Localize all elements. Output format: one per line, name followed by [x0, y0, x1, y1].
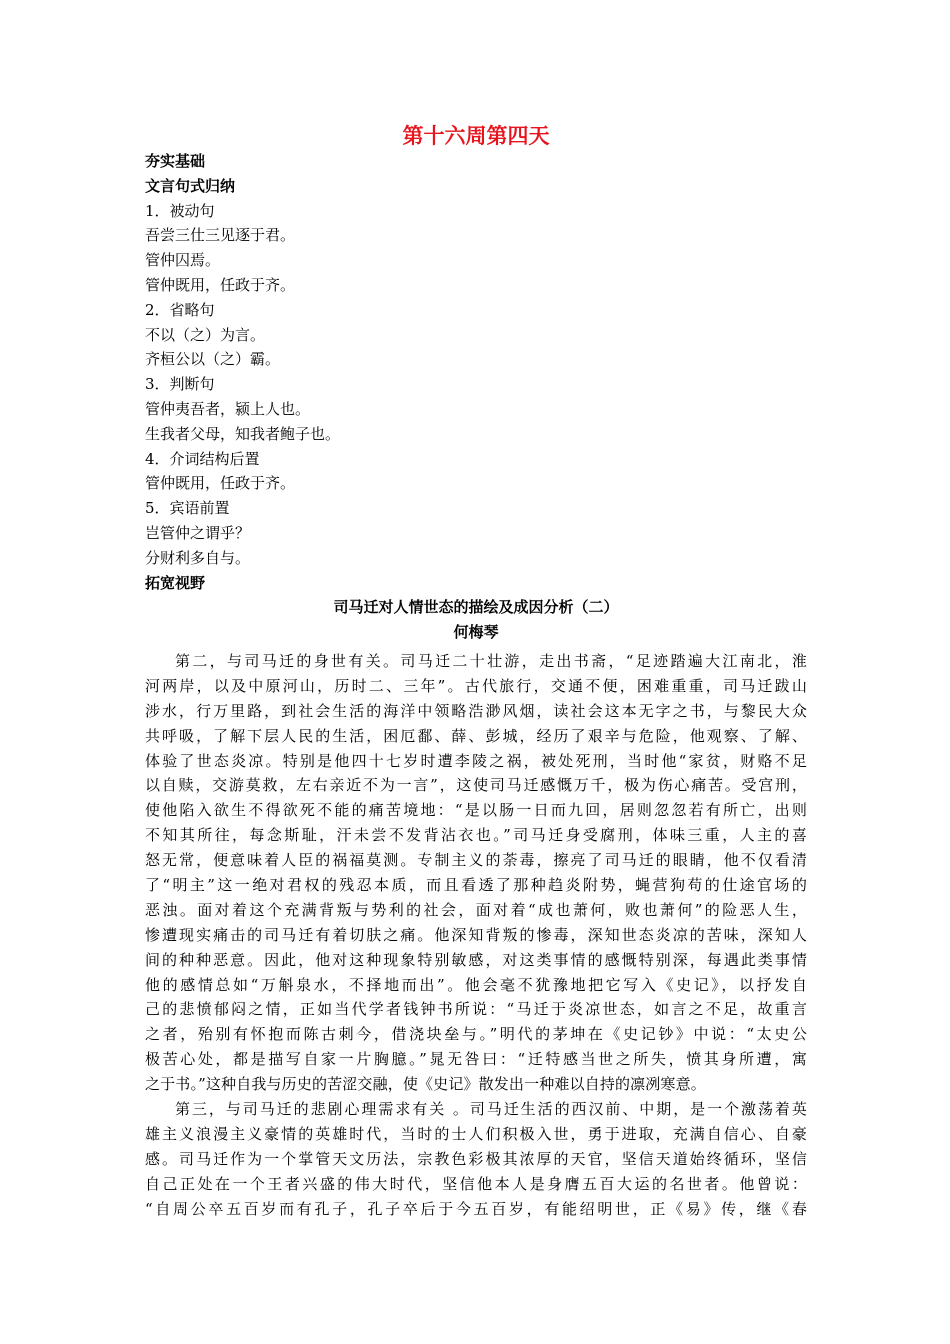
list-item: 齐桓公以（之）霸。: [145, 350, 281, 369]
paragraph-line: 恶浊。面对着这个充满背叛与势利的社会，面对着“成也萧何，败也萧何”的险恶人生，: [145, 900, 807, 919]
list-item: 岂管仲之谓乎？: [145, 523, 251, 542]
article-title: 司马迁对人情世态的描绘及成因分析（二）: [333, 598, 619, 617]
list-item: 1．被动句: [145, 201, 215, 220]
paragraph-line: 第三，与司马迁的悲剧心理需求有关 。司马迁生活的西汉前、中期，是一个激荡着英: [175, 1100, 807, 1118]
paragraph-line: 雄主义浪漫主义豪情的英雄时代，当时的士人们积极入世，勇于进取，充满自信心、自豪: [145, 1124, 807, 1143]
subsection-heading-sentence-patterns: 文言句式归纳: [145, 176, 236, 195]
paragraph-line: 之者，殆别有怀抱而陈古刺今，借浇块垒与。”明代的茅坤在《史记钞》中说：“太史公: [145, 1025, 807, 1044]
paragraph-line: 自己正处在一个王者兴盛的伟大时代，坚信他本人是身膺五百大运的名世者。他曾说：: [145, 1174, 807, 1193]
list-item: 管仲夷吾者，颍上人也。: [145, 399, 311, 418]
content-block: [145, 149, 807, 645]
paragraph-line: “自周公卒五百岁而有孔子，孔子卒后于今五百岁，有能绍明世，正《易》传，继《春: [145, 1199, 807, 1218]
paragraph-line: 间的种种恶意。因此，他对这种现象特别敏感，对这类事情的感慨特别深，每遇此类事情: [145, 950, 807, 969]
list-item: 4．介词结构后置: [145, 449, 260, 468]
paragraph-line: 以自赎，交游莫救，左右亲近不为一言”，这使司马迁感慨万千，极为伤心痛苦。受宫刑，: [145, 776, 807, 795]
list-item: 生我者父母，知我者鲍子也。: [145, 424, 341, 443]
list-item: 管仲既用，任政于齐。: [145, 275, 296, 294]
list-item: 管仲既用，任政于齐。: [145, 474, 296, 493]
paragraph-line: 第二，与司马迁的身世有关。司马迁二十壮游，走出书斋，“足迹踏遍大江南北，淮: [175, 652, 807, 670]
paragraph-line: 使他陷入欲生不得欲死不能的痛苦境地：“是以肠一日而九回，居则忽忽若有所亡，出则: [145, 801, 807, 820]
paragraph-line: 他的感情总如“万斛泉水，不择地而出”。他会毫不犹豫地把它写入《史记》，以抒发自: [145, 975, 807, 994]
paragraph-line: 己的悲愤郁闷之情，正如当代学者钱钟书所说：“马迁于炎凉世态，如言之不足，故重言: [145, 1000, 807, 1019]
paragraph-line: 怒无常，便意味着人臣的祸福莫测。专制主义的荼毒，擦亮了司马迁的眼睛，他不仅看清: [145, 851, 807, 870]
paragraph-line: 了“明主”这一绝对君权的残忍本质，而且看透了那种趋炎附势，蝇营狗苟的仕途官场的: [145, 876, 807, 895]
section-heading-broaden-horizons: 拓宽视野: [145, 573, 206, 592]
paragraph-line: 涉水，行万里路，到社会生活的海洋中领略浩渺风烟，读社会这本无字之书，与黎民大众: [145, 701, 807, 720]
article-paragraph-1: [145, 649, 807, 1097]
list-item: 5．宾语前置: [145, 499, 230, 518]
list-item: 吾尝三仕三见逐于君。: [145, 226, 296, 245]
list-item: 2．省略句: [145, 300, 215, 319]
paragraph-line: 不知其所往，每念斯耻，汗未尝不发背沾衣也。”司马迁身受腐刑，体味三重，人主的喜: [145, 826, 807, 845]
list-item: 管仲囚焉。: [145, 251, 221, 270]
page-title: 第十六周第四天: [402, 124, 550, 148]
paragraph-line: 惨遭现实痛击的司马迁有着切肤之痛。他深知背叛的惨毒，深知世态炎凉的苦味，深知人: [145, 925, 807, 944]
paragraph-line: 极苦心处，都是描写自家一片胸臆。”晁无咎曰：“迁特感当世之所失，愤其身所遭，寓: [145, 1050, 807, 1069]
section-heading-basics: 夯实基础: [145, 152, 206, 170]
article-paragraph-2: [145, 1097, 807, 1221]
list-item: 不以（之）为言。: [145, 325, 266, 344]
list-item: 3．判断句: [145, 375, 215, 394]
list-item: 分财利多自与。: [145, 548, 251, 567]
paragraph-line: 共呼吸，了解下层人民的生活，困厄鄱、薛、彭城，经历了艰辛与危险，他观察、了解、: [145, 726, 807, 745]
paragraph-line: 之于书。”这种自我与历史的苦涩交融，使《史记》散发出一种难以自持的凛冽寒意。: [145, 1075, 706, 1094]
paragraph-line: 感。司马迁作为一个掌管天文历法，宗教色彩极其浓厚的天官，坚信天道始终循环，坚信: [145, 1149, 807, 1168]
paragraph-line: 河两岸，以及中原河山，历时二、三年”。古代旅行，交通不便，困难重重，司马迁跋山: [145, 676, 807, 695]
paragraph-line: 体验了世态炎凉。特别是他四十七岁时遭李陵之祸，被处死刑，当时他“家贫，财赂不足: [145, 751, 807, 770]
article-author: 何梅琴: [453, 623, 499, 642]
